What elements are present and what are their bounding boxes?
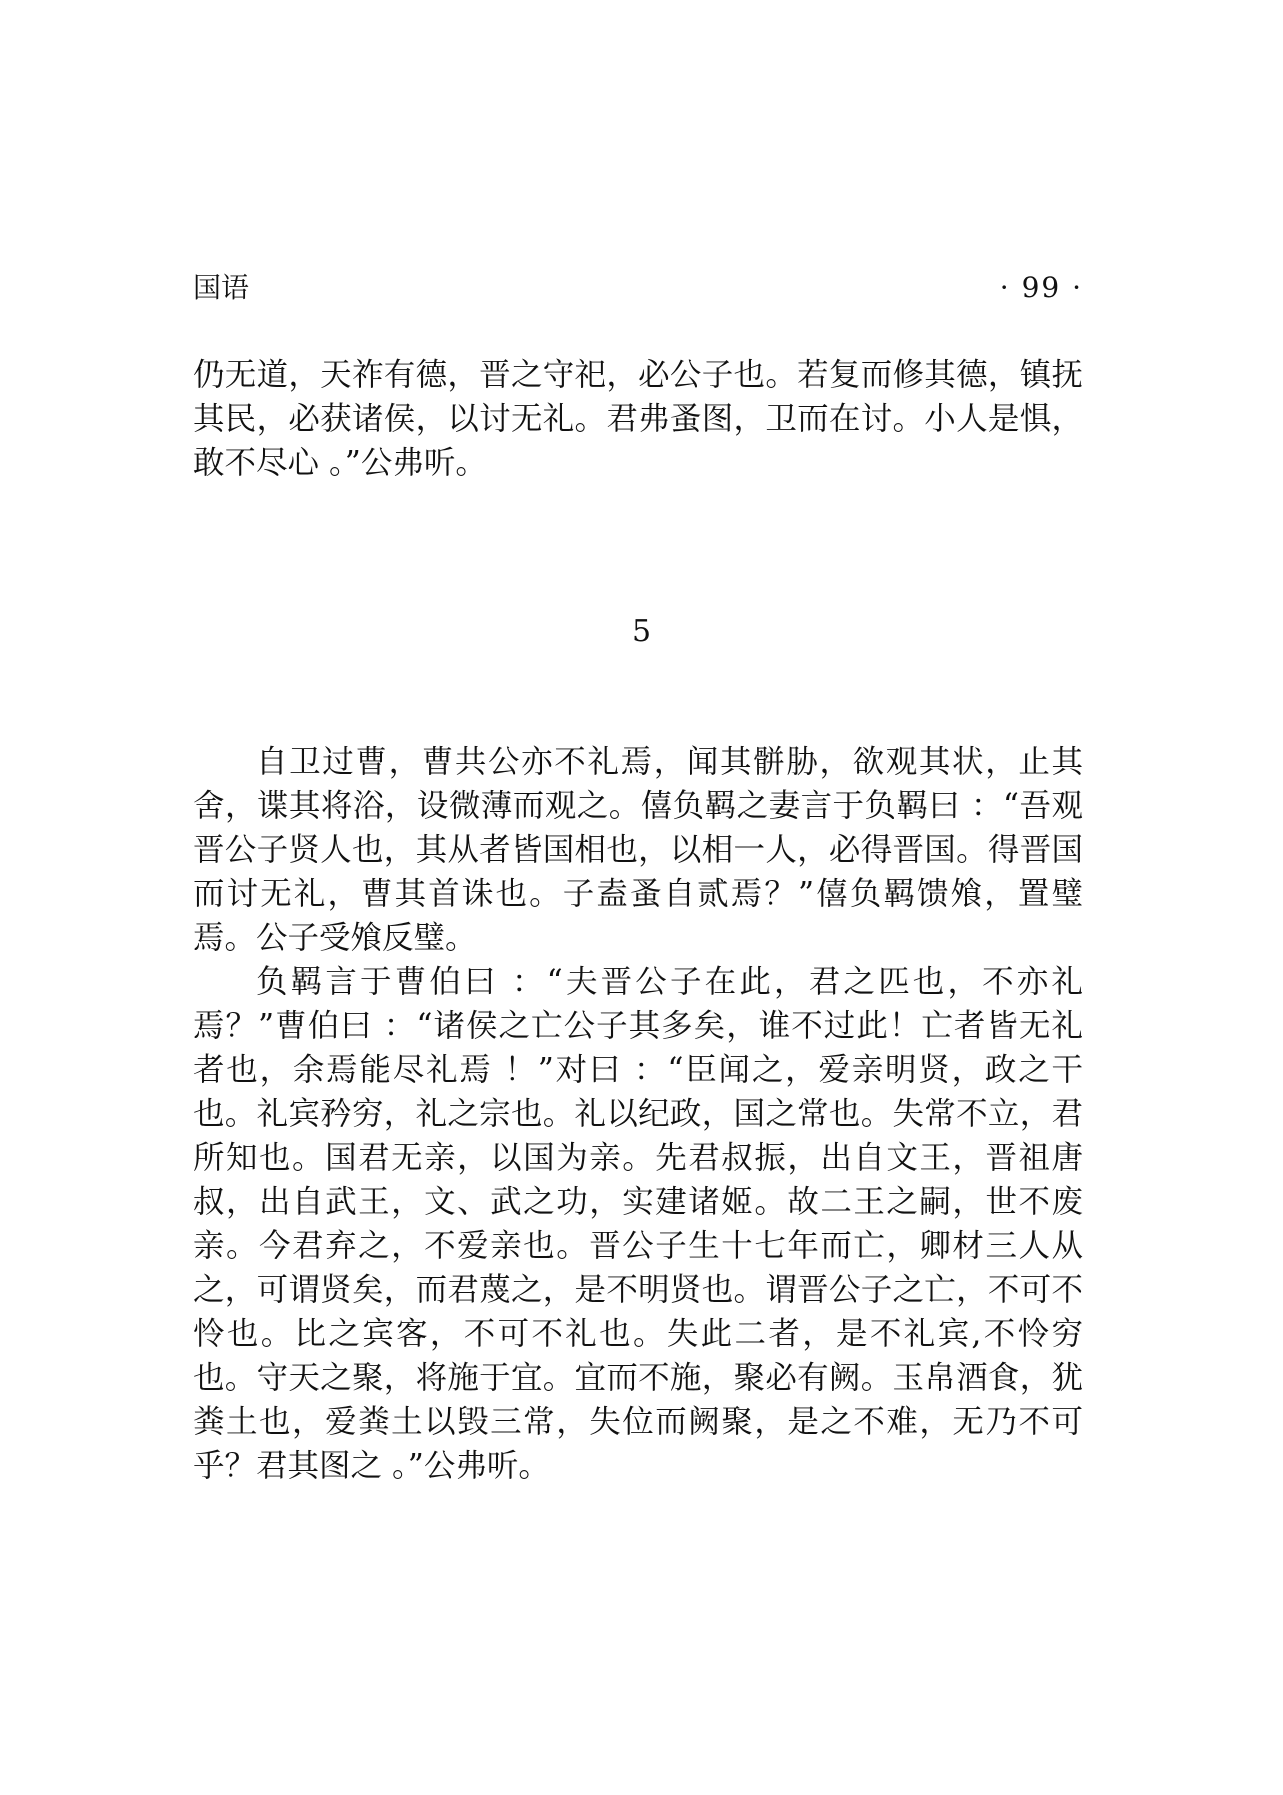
paragraph: 仍无道，天祚有德，晋之守祀，必公子也。若复而修其德，镇抚其民，必获诸侯，以讨无礼。君弗蚤图，卫而在讨。小人是惧，敢不尽心 。”公弗听。 (193, 357, 1083, 481)
paragraph: 负羁言于曹伯曰 ：“夫晋公子在此，君之匹也，不亦礼焉？”曹伯曰 ：“诸侯之亡公子其多矣，谁不过此！亡者皆无礼者也，余焉能尽礼焉 ！”对曰 ：“臣闻之，爱亲明贤，政之干也。礼宾矜穷，礼之宗也。礼以纪政，国之常也。失常不立，君所知也。国君无亲，以国为亲。先君叔振，出自文王，晋祖唐叔，出自武王，文、武之功，实建诸姬。故二王之嗣，世不废亲。今君弃之，不爱亲也。晋公子生十七年而亡，卿材三人从之，可谓贤矣，而君蔑之，是不明贤也。谓晋公子之亡，不可不怜也。比之宾客，不可不礼也。失此二者，是不礼宾,不怜穷也。守天之聚，将施于宜。宜而不施，聚必有阙。玉帛酒食，犹粪土也，爱粪土以毁三常，失位而阙聚，是之不难，无乃不可乎？君其图之 。”公弗听。 (193, 964, 1083, 1484)
main-passage (193, 740, 1083, 1488)
paragraph: 自卫过曹，曹共公亦不礼焉，闻其骿胁，欲观其状，止其舍，谍其将浴，设微薄而观之。僖负羁之妻言于负羁曰 ：“吾观晋公子贤人也，其从者皆国相也，以相一人，必得晋国。得晋国而讨无礼，曹其首诛也。子盍蚤自贰焉？”僖负羁馈飧，置璧焉。公子受飧反璧。 (193, 744, 1083, 956)
running-head (193, 268, 1083, 308)
page-number: · 99 · (999, 271, 1083, 304)
book-title: 国语 (193, 271, 250, 304)
section-number: 5 (631, 614, 652, 649)
continued-passage (193, 353, 1083, 485)
